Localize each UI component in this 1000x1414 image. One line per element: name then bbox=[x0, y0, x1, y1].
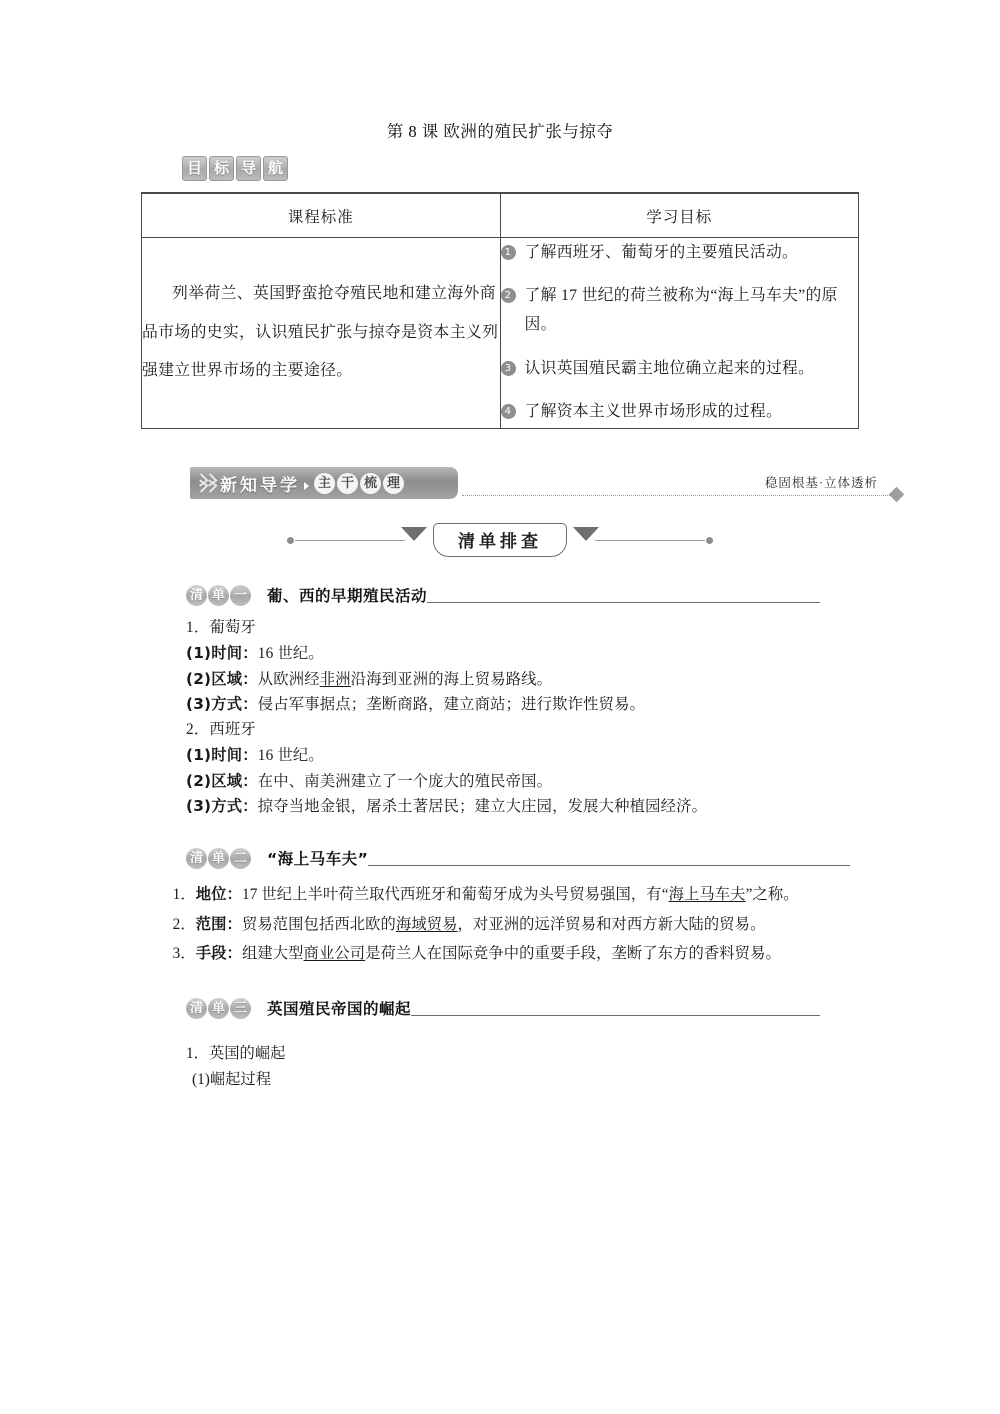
item-keyword: 非洲 bbox=[319, 670, 351, 688]
number-circle-icon: 3 bbox=[501, 361, 516, 376]
section-banner-title: 新知导学 bbox=[220, 475, 300, 496]
list-marker-1 bbox=[186, 585, 251, 606]
item-label: (3)方式： bbox=[186, 797, 258, 816]
marker-char-1: 清 bbox=[186, 848, 207, 869]
list-item bbox=[501, 397, 859, 426]
dot-icon-right bbox=[706, 537, 713, 544]
marker-char-3: 三 bbox=[230, 998, 251, 1019]
list-item bbox=[501, 354, 859, 383]
diamond-icon bbox=[889, 487, 905, 503]
item-label: (1)时间： bbox=[186, 643, 258, 662]
section-banner-circles bbox=[314, 473, 404, 494]
item-label: (3)方式： bbox=[186, 695, 258, 714]
goal-navigation-badge bbox=[182, 156, 1000, 181]
objectives-list bbox=[501, 238, 859, 426]
divider-right bbox=[595, 540, 705, 541]
item-num: 3． bbox=[172, 944, 196, 962]
marker-char-1: 清 bbox=[186, 585, 207, 606]
item-post: ，对亚洲的远洋贸易和对西方新大陆的贸易。 bbox=[457, 915, 766, 933]
list-heading-title: 葡、西的早期殖民活动 bbox=[267, 587, 428, 606]
sub-banner-label: 清单排查 bbox=[433, 523, 567, 557]
marker-char-3: 一 bbox=[230, 585, 251, 606]
heading-underline bbox=[411, 1001, 820, 1016]
list-item bbox=[501, 281, 859, 339]
block-heading: 2．西班牙 bbox=[186, 721, 256, 739]
block-heading: 1．葡萄牙 bbox=[186, 619, 256, 637]
block-heading: 1．英国的崛起 bbox=[186, 1045, 286, 1063]
item-label: 范围： bbox=[195, 914, 242, 933]
item-keyword: 商业公司 bbox=[303, 944, 366, 962]
item-label: (1)时间： bbox=[186, 745, 258, 764]
number-circle-icon: 2 bbox=[501, 288, 516, 303]
banner-circle-char-4: 理 bbox=[383, 473, 404, 494]
list-item bbox=[501, 238, 859, 267]
block-britain bbox=[186, 1041, 814, 1093]
objective-text: 认识英国殖民霸主地位确立起来的过程。 bbox=[524, 359, 815, 377]
item-pre: 17 世纪上半叶荷兰取代西班牙和葡萄牙成为头号贸易强国，有“ bbox=[241, 886, 669, 904]
list-heading-3 bbox=[186, 997, 1000, 1019]
list-marker-3 bbox=[186, 998, 251, 1019]
item-text: 16 世纪。 bbox=[257, 746, 324, 764]
badge-char-4: 航 bbox=[263, 156, 288, 181]
banner-divider bbox=[462, 495, 892, 496]
list-heading-title: 英国殖民帝国的崛起 bbox=[267, 1000, 412, 1019]
item-pre: 从欧洲经 bbox=[257, 670, 320, 688]
paragraph bbox=[142, 940, 858, 967]
table-header-row bbox=[142, 193, 859, 238]
item-label: 地位： bbox=[195, 885, 242, 904]
item-num: 2． bbox=[172, 915, 196, 933]
item-post: ”之称。 bbox=[745, 886, 799, 904]
marker-char-3: 二 bbox=[230, 848, 251, 869]
block-dutch bbox=[0, 881, 1000, 967]
list-heading-2 bbox=[186, 847, 1000, 869]
double-chevron-right-icon bbox=[196, 472, 214, 494]
badge-char-1: 目 bbox=[182, 156, 207, 181]
number-circle-icon: 4 bbox=[501, 404, 516, 419]
list-item bbox=[186, 692, 814, 718]
section-banner bbox=[0, 467, 1000, 501]
list-item bbox=[186, 641, 814, 667]
banner-circle-char-2: 干 bbox=[337, 473, 358, 494]
item-text: 在中、南美洲建立了一个庞大的殖民帝国。 bbox=[257, 772, 553, 790]
divider-left bbox=[295, 540, 405, 541]
item-pre: 组建大型 bbox=[241, 944, 304, 962]
learning-objectives-cell bbox=[500, 238, 859, 429]
list-heading-1 bbox=[186, 584, 1000, 606]
paragraph bbox=[142, 881, 858, 908]
marker-char-2: 单 bbox=[208, 998, 229, 1019]
heading-underline bbox=[368, 851, 850, 866]
objective-text: 了解西班牙、葡萄牙的主要殖民活动。 bbox=[524, 244, 799, 261]
table-body-row bbox=[142, 238, 859, 429]
item-text: 掠夺当地金银，屠杀土著居民；建立大庄园，发展大种植园经济。 bbox=[257, 798, 708, 816]
banner-circle-char-3: 梳 bbox=[360, 473, 381, 494]
item-label: (2)区域： bbox=[186, 771, 258, 790]
dot-icon-left bbox=[287, 537, 294, 544]
triangle-right-icon bbox=[304, 482, 309, 490]
number-circle-icon: 1 bbox=[501, 245, 516, 260]
item-keyword: 海上马车夫 bbox=[668, 886, 746, 904]
banner-circle-char-1: 主 bbox=[314, 473, 335, 494]
paragraph bbox=[142, 911, 858, 938]
marker-char-1: 清 bbox=[186, 998, 207, 1019]
marker-char-2: 单 bbox=[208, 585, 229, 606]
item-label: 手段： bbox=[195, 943, 242, 962]
block-portugal bbox=[186, 616, 814, 718]
item-text: 16 世纪。 bbox=[257, 644, 324, 662]
heading-underline bbox=[427, 588, 820, 603]
page-title: 第 8 课 欧洲的殖民扩张与掠夺 bbox=[386, 122, 614, 141]
list-item bbox=[186, 794, 814, 820]
marker-char-2: 单 bbox=[208, 848, 229, 869]
sub-banner bbox=[285, 523, 715, 557]
badge-char-3: 导 bbox=[236, 156, 261, 181]
triangle-icon-right bbox=[573, 527, 599, 541]
list-item: (1)崛起过程 bbox=[192, 1071, 272, 1089]
item-keyword: 海域贸易 bbox=[395, 915, 458, 933]
item-num: 1． bbox=[172, 886, 196, 904]
objective-text: 了解资本主义世界市场形成的过程。 bbox=[524, 402, 783, 420]
curriculum-standard-cell: 列举荷兰、英国野蛮抢夺殖民地和建立海外商品市场的史实，认识殖民扩张与掠夺是资本主义列强建立世界市场的主要途径。 bbox=[142, 238, 501, 429]
item-label: (2)区域： bbox=[186, 669, 258, 688]
section-banner-bar bbox=[190, 467, 458, 499]
triangle-icon-left bbox=[401, 527, 427, 541]
item-pre: 贸易范围包括西北欧的 bbox=[241, 915, 396, 933]
item-post: 沿海到亚洲的海上贸易路线。 bbox=[350, 670, 553, 688]
list-item bbox=[186, 743, 814, 769]
badge-char-2: 标 bbox=[209, 156, 234, 181]
objective-text: 了解 17 世纪的荷兰被称为“海上马车夫”的原因。 bbox=[524, 287, 838, 334]
list-item bbox=[186, 769, 814, 795]
item-post: 是荷兰人在国际竞争中的重要手段，垄断了东方的香料贸易。 bbox=[365, 944, 781, 962]
column-header-curriculum-standard: 课程标准 bbox=[142, 193, 501, 238]
item-text: 侵占军事据点；垄断商路，建立商站；进行欺诈性贸易。 bbox=[257, 696, 646, 714]
curriculum-objectives-table bbox=[141, 192, 859, 429]
list-heading-title: “海上马车夫” bbox=[267, 850, 369, 869]
column-header-learning-objectives: 学习目标 bbox=[500, 193, 859, 238]
list-marker-2 bbox=[186, 848, 251, 869]
list-item bbox=[186, 667, 814, 693]
block-spain bbox=[186, 718, 814, 820]
section-banner-subtitle: 稳固根基·立体透析 bbox=[761, 473, 882, 491]
